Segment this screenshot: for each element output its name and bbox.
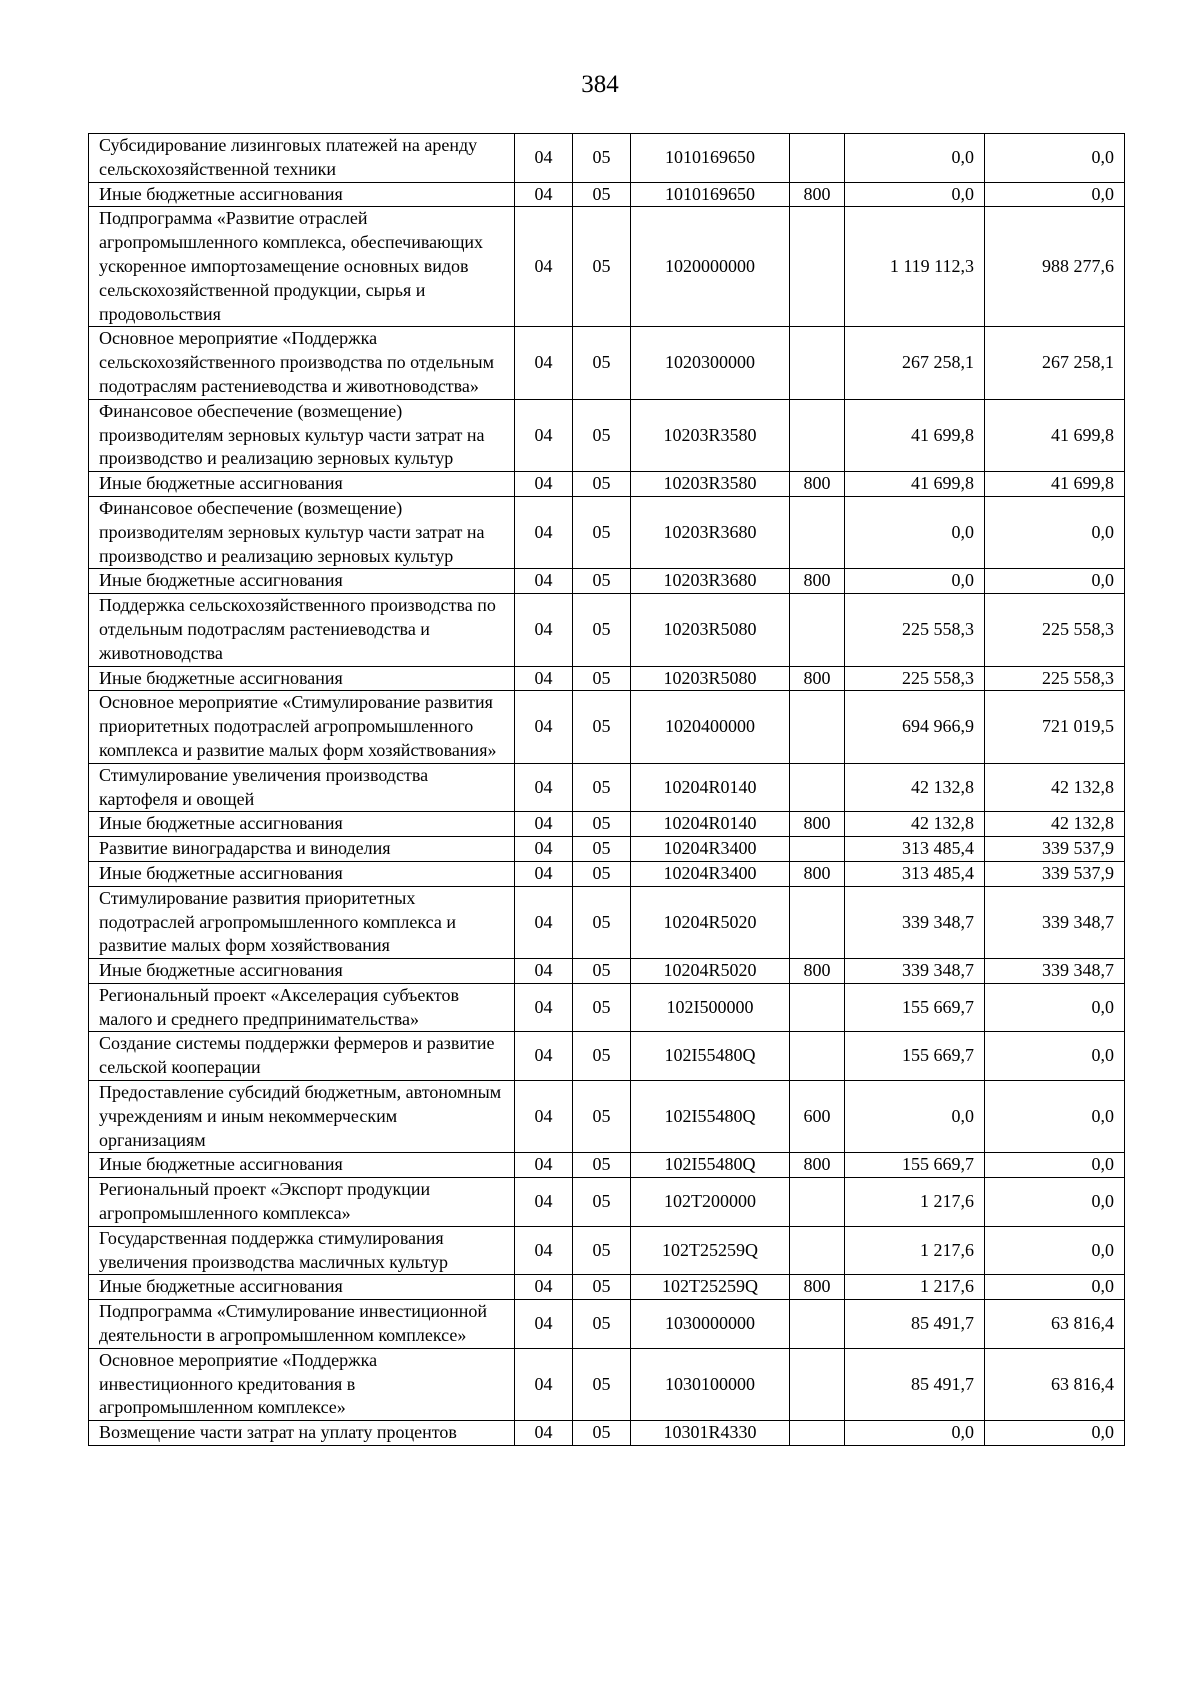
item-name: Стимулирование увеличения производства картофеля и овощей [89,763,515,812]
amount-year-2: 0,0 [985,569,1125,594]
subsection-code: 05 [573,983,631,1032]
table-row [89,1226,1125,1275]
table-row [89,569,1125,594]
table-row [89,983,1125,1032]
item-name: Основное мероприятие «Поддержка сельскохозяйственного производства по отдельным подотраслям растениеводства и животноводства» [89,327,515,399]
item-name: Иные бюджетные ассигнования [89,1275,515,1300]
item-name: Стимулирование развития приоритетных подотраслей агропромышленного комплекса и развитие малых форм хозяйствования [89,886,515,958]
item-name: Иные бюджетные ассигнования [89,472,515,497]
item-name: Подпрограмма «Развитие отраслей агропромышленного комплекса, обеспечивающих ускоренное импортозамещение основных видов сельскохозяйственной продукции, сырья и продовольствия [89,207,515,327]
target-article-code: 1010169650 [631,134,790,183]
section-code: 04 [515,327,573,399]
expense-type-code: 600 [790,1081,845,1153]
amount-year-2: 225 558,3 [985,666,1125,691]
section-code: 04 [515,1421,573,1446]
amount-year-2: 339 348,7 [985,886,1125,958]
target-article-code: 1020000000 [631,207,790,327]
target-article-code: 1030100000 [631,1348,790,1420]
amount-year-2: 0,0 [985,1081,1125,1153]
expense-type-code [790,1300,845,1349]
subsection-code: 05 [573,886,631,958]
table-row [89,134,1125,183]
amount-year-2: 0,0 [985,1153,1125,1178]
expense-type-code [790,1032,845,1081]
subsection-code: 05 [573,1348,631,1420]
table-row [89,959,1125,984]
amount-year-2: 339 537,9 [985,861,1125,886]
expense-type-code [790,691,845,763]
amount-year-2: 0,0 [985,182,1125,207]
table-row [89,496,1125,568]
expense-type-code: 800 [790,959,845,984]
target-article-code: 102I55480Q [631,1153,790,1178]
section-code: 04 [515,959,573,984]
expense-type-code [790,763,845,812]
item-name: Возмещение части затрат на уплату процентов [89,1421,515,1446]
amount-year-1: 339 348,7 [845,959,985,984]
table-row [89,1300,1125,1349]
subsection-code: 05 [573,666,631,691]
expense-type-code: 800 [790,1275,845,1300]
amount-year-1: 0,0 [845,496,985,568]
item-name: Субсидирование лизинговых платежей на аренду сельскохозяйственной техники [89,134,515,183]
section-code: 04 [515,182,573,207]
subsection-code: 05 [573,1081,631,1153]
subsection-code: 05 [573,959,631,984]
amount-year-2: 225 558,3 [985,594,1125,666]
expense-type-code [790,837,845,862]
subsection-code: 05 [573,1275,631,1300]
subsection-code: 05 [573,1178,631,1227]
target-article-code: 10204R3400 [631,861,790,886]
amount-year-2: 267 258,1 [985,327,1125,399]
expense-type-code [790,1178,845,1227]
table-row [89,1081,1125,1153]
amount-year-1: 85 491,7 [845,1300,985,1349]
table-row [89,207,1125,327]
section-code: 04 [515,691,573,763]
amount-year-2: 0,0 [985,983,1125,1032]
amount-year-2: 0,0 [985,134,1125,183]
subsection-code: 05 [573,861,631,886]
page-number: 384 [581,71,619,98]
budget-table [88,133,1125,1446]
amount-year-1: 0,0 [845,569,985,594]
section-code: 04 [515,1081,573,1153]
expense-type-code: 800 [790,1153,845,1178]
section-code: 04 [515,1348,573,1420]
target-article-code: 102I500000 [631,983,790,1032]
table-row [89,1275,1125,1300]
expense-type-code [790,1421,845,1446]
item-name: Финансовое обеспечение (возмещение) производителям зерновых культур части затрат на производство и реализацию зерновых культур [89,399,515,471]
table-row [89,666,1125,691]
target-article-code: 102T200000 [631,1178,790,1227]
expense-type-code [790,134,845,183]
amount-year-2: 339 348,7 [985,959,1125,984]
amount-year-1: 0,0 [845,1421,985,1446]
section-code: 04 [515,1032,573,1081]
item-name: Иные бюджетные ассигнования [89,1153,515,1178]
section-code: 04 [515,837,573,862]
section-code: 04 [515,1178,573,1227]
amount-year-2: 41 699,8 [985,472,1125,497]
amount-year-2: 63 816,4 [985,1348,1125,1420]
amount-year-1: 267 258,1 [845,327,985,399]
expense-type-code [790,886,845,958]
target-article-code: 1010169650 [631,182,790,207]
section-code: 04 [515,472,573,497]
target-article-code: 102T25259Q [631,1275,790,1300]
subsection-code: 05 [573,1032,631,1081]
amount-year-2: 0,0 [985,1178,1125,1227]
section-code: 04 [515,569,573,594]
amount-year-2: 0,0 [985,1226,1125,1275]
subsection-code: 05 [573,812,631,837]
expense-type-code: 800 [790,472,845,497]
subsection-code: 05 [573,594,631,666]
amount-year-1: 694 966,9 [845,691,985,763]
target-article-code: 10203R5080 [631,594,790,666]
table-row [89,691,1125,763]
table-row [89,1178,1125,1227]
item-name: Основное мероприятие «Поддержка инвестиционного кредитования в агропромышленном комплексе» [89,1348,515,1420]
subsection-code: 05 [573,472,631,497]
section-code: 04 [515,594,573,666]
target-article-code: 10204R5020 [631,959,790,984]
amount-year-1: 41 699,8 [845,399,985,471]
amount-year-2: 0,0 [985,1421,1125,1446]
amount-year-1: 41 699,8 [845,472,985,497]
target-article-code: 102T25259Q [631,1226,790,1275]
expense-type-code [790,399,845,471]
table-row [89,182,1125,207]
amount-year-1: 0,0 [845,134,985,183]
subsection-code: 05 [573,1153,631,1178]
target-article-code: 10204R5020 [631,886,790,958]
section-code: 04 [515,983,573,1032]
amount-year-2: 63 816,4 [985,1300,1125,1349]
amount-year-1: 0,0 [845,182,985,207]
expense-type-code [790,207,845,327]
amount-year-2: 339 537,9 [985,837,1125,862]
subsection-code: 05 [573,496,631,568]
target-article-code: 102I55480Q [631,1081,790,1153]
target-article-code: 10203R5080 [631,666,790,691]
target-article-code: 1020300000 [631,327,790,399]
item-name: Иные бюджетные ассигнования [89,569,515,594]
section-code: 04 [515,666,573,691]
item-name: Создание системы поддержки фермеров и развитие сельской кооперации [89,1032,515,1081]
item-name: Предоставление субсидий бюджетным, автономным учреждениям и иным некоммерческим организациям [89,1081,515,1153]
item-name: Основное мероприятие «Стимулирование развития приоритетных подотраслей агропромышленного комплекса и развитие малых форм хозяйствования» [89,691,515,763]
expense-type-code: 800 [790,812,845,837]
subsection-code: 05 [573,182,631,207]
target-article-code: 10203R3580 [631,399,790,471]
item-name: Государственная поддержка стимулирования увеличения производства масличных культур [89,1226,515,1275]
target-article-code: 10204R3400 [631,837,790,862]
subsection-code: 05 [573,134,631,183]
item-name: Финансовое обеспечение (возмещение) производителям зерновых культур части затрат на производство и реализацию зерновых культур [89,496,515,568]
subsection-code: 05 [573,837,631,862]
expense-type-code: 800 [790,569,845,594]
amount-year-1: 1 217,6 [845,1226,985,1275]
target-article-code: 10203R3580 [631,472,790,497]
section-code: 04 [515,399,573,471]
table-row [89,763,1125,812]
amount-year-1: 1 119 112,3 [845,207,985,327]
section-code: 04 [515,886,573,958]
amount-year-1: 155 669,7 [845,1153,985,1178]
amount-year-1: 313 485,4 [845,861,985,886]
item-name: Региональный проект «Экспорт продукции агропромышленного комплекса» [89,1178,515,1227]
amount-year-1: 155 669,7 [845,983,985,1032]
amount-year-2: 42 132,8 [985,763,1125,812]
subsection-code: 05 [573,399,631,471]
item-name: Иные бюджетные ассигнования [89,666,515,691]
target-article-code: 10204R0140 [631,812,790,837]
section-code: 04 [515,1153,573,1178]
amount-year-1: 1 217,6 [845,1275,985,1300]
subsection-code: 05 [573,1300,631,1349]
table-row [89,594,1125,666]
table-row [89,1421,1125,1446]
amount-year-1: 225 558,3 [845,666,985,691]
subsection-code: 05 [573,763,631,812]
amount-year-2: 988 277,6 [985,207,1125,327]
expense-type-code [790,1348,845,1420]
section-code: 04 [515,812,573,837]
item-name: Развитие виноградарства и виноделия [89,837,515,862]
table-row [89,399,1125,471]
expense-type-code: 800 [790,861,845,886]
item-name: Поддержка сельскохозяйственного производства по отдельным подотраслям растениеводства и животноводства [89,594,515,666]
target-article-code: 1030000000 [631,1300,790,1349]
expense-type-code [790,594,845,666]
amount-year-2: 721 019,5 [985,691,1125,763]
section-code: 04 [515,763,573,812]
subsection-code: 05 [573,691,631,763]
subsection-code: 05 [573,327,631,399]
amount-year-1: 339 348,7 [845,886,985,958]
expense-type-code: 800 [790,666,845,691]
expense-type-code [790,496,845,568]
section-code: 04 [515,1226,573,1275]
expense-type-code [790,327,845,399]
target-article-code: 10203R3680 [631,496,790,568]
table-body [89,134,1125,1446]
target-article-code: 10204R0140 [631,763,790,812]
item-name: Подпрограмма «Стимулирование инвестиционной деятельности в агропромышленном комплексе» [89,1300,515,1349]
subsection-code: 05 [573,569,631,594]
amount-year-1: 155 669,7 [845,1032,985,1081]
section-code: 04 [515,1300,573,1349]
table-row [89,861,1125,886]
table-row [89,886,1125,958]
section-code: 04 [515,1275,573,1300]
amount-year-2: 0,0 [985,1032,1125,1081]
amount-year-2: 41 699,8 [985,399,1125,471]
section-code: 04 [515,496,573,568]
target-article-code: 1020400000 [631,691,790,763]
amount-year-2: 0,0 [985,496,1125,568]
subsection-code: 05 [573,1421,631,1446]
target-article-code: 102I55480Q [631,1032,790,1081]
table-row [89,837,1125,862]
target-article-code: 10301R4330 [631,1421,790,1446]
item-name: Иные бюджетные ассигнования [89,182,515,207]
section-code: 04 [515,207,573,327]
table-row [89,1153,1125,1178]
amount-year-2: 0,0 [985,1275,1125,1300]
item-name: Иные бюджетные ассигнования [89,861,515,886]
expense-type-code: 800 [790,182,845,207]
amount-year-2: 42 132,8 [985,812,1125,837]
expense-type-code [790,983,845,1032]
amount-year-1: 313 485,4 [845,837,985,862]
item-name: Иные бюджетные ассигнования [89,812,515,837]
amount-year-1: 42 132,8 [845,763,985,812]
amount-year-1: 42 132,8 [845,812,985,837]
subsection-code: 05 [573,1226,631,1275]
expense-type-code [790,1226,845,1275]
amount-year-1: 85 491,7 [845,1348,985,1420]
table-row [89,472,1125,497]
target-article-code: 10203R3680 [631,569,790,594]
item-name: Иные бюджетные ассигнования [89,959,515,984]
table-row [89,812,1125,837]
item-name: Региональный проект «Акселерация субъектов малого и среднего предпринимательства» [89,983,515,1032]
section-code: 04 [515,134,573,183]
table-row [89,327,1125,399]
subsection-code: 05 [573,207,631,327]
table-row [89,1032,1125,1081]
amount-year-1: 1 217,6 [845,1178,985,1227]
amount-year-1: 0,0 [845,1081,985,1153]
section-code: 04 [515,861,573,886]
table-row [89,1348,1125,1420]
amount-year-1: 225 558,3 [845,594,985,666]
